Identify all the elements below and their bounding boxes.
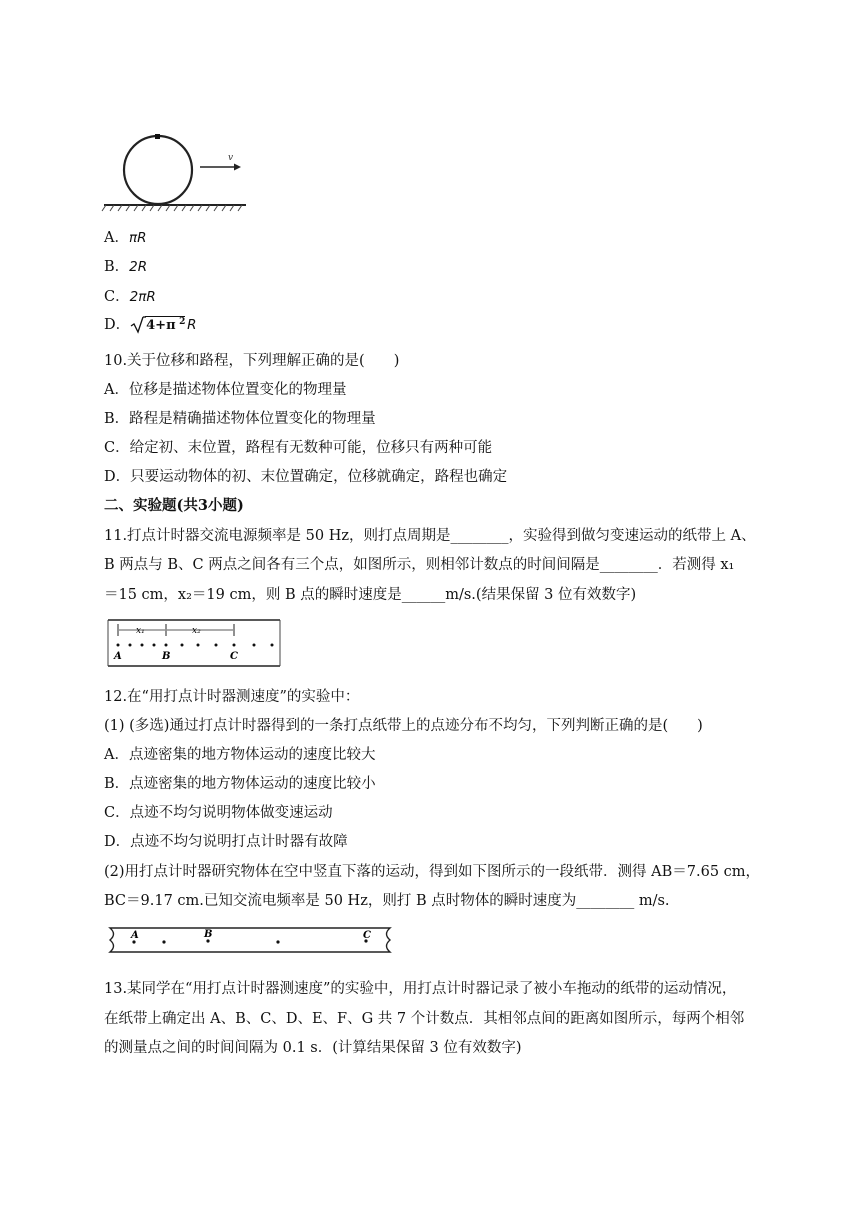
q12-stem: 12.在“用打点计时器测速度”的实验中： bbox=[104, 689, 360, 705]
radical-sign bbox=[130, 316, 146, 334]
point-c-label: C bbox=[230, 651, 238, 662]
q13-line2: 在纸带上确定出 A、B、C、D、E、F、G 共 7 个计数点．其相邻点间的距离如图所示，每两个相邻 bbox=[104, 1011, 745, 1027]
q12-sub2-line2: BC＝9.17 cm.已知交流电频率是 50 Hz，则打 B 点时物体的瞬时速度为________ m/s. bbox=[104, 893, 670, 909]
point-b-label: B bbox=[204, 929, 213, 940]
section-heading: 二、实验题(共3小题) bbox=[104, 497, 244, 514]
point-a-label: A bbox=[131, 930, 139, 941]
q10-option-d: D．只要运动物体的初、末位置确定，位移就确定，路程也确定 bbox=[104, 469, 508, 485]
point-a-label: A bbox=[114, 651, 122, 662]
q9-option-d: D． 4+π 2 R bbox=[104, 315, 200, 335]
x2-label: x₂ bbox=[192, 626, 201, 636]
circle-wheel bbox=[124, 136, 192, 204]
velocity-arrowhead bbox=[234, 164, 241, 171]
q12-paper-tape-figure bbox=[104, 925, 396, 955]
q13-line3: 的测量点之间的时间间隔为 0.1 s．(计算结果保留 3 位有效数字) bbox=[104, 1040, 522, 1056]
q11-line2: B 两点与 B、C 两点之间各有三个点，如图所示，则相邻计数点的时间间隔是________．若测得 x₁ bbox=[104, 557, 735, 573]
x1-label: x₁ bbox=[136, 626, 145, 636]
q9-option-a: A．πR bbox=[104, 230, 147, 246]
q12-sub2-line1: (2)用打点计时器研究物体在空中竖直下落的运动，得到如下图所示的一段纸带．测得 AB＝7.65 cm， bbox=[104, 864, 761, 880]
q12-sub1: (1) (多选)通过打点计时器得到的一条打点纸带上的点迹分布不均匀，下列判断正确的是( ) bbox=[104, 718, 703, 734]
point-b-label: B bbox=[162, 651, 171, 662]
q12-option-d: D．点迹不均匀说明打点计时器有故障 bbox=[104, 834, 348, 850]
q9-option-b: B．2R bbox=[104, 259, 148, 275]
sqrt-expression: 4+π 2 R bbox=[130, 315, 200, 335]
velocity-label: v bbox=[228, 153, 234, 163]
marked-point bbox=[155, 134, 160, 139]
q12-option-b: B．点迹密集的地方物体运动的速度比较小 bbox=[104, 776, 376, 792]
q10-option-c: C．给定初、末位置，路程有无数种可能，位移只有两种可能 bbox=[104, 440, 493, 456]
q13-line1: 13.某同学在“用打点计时器测速度”的实验中，用打点计时器记录了被小车拖动的纸带的运动情况， bbox=[104, 981, 737, 997]
q10-option-b: B．路程是精确描述物体位置变化的物理量 bbox=[104, 411, 376, 427]
tape-dots bbox=[117, 644, 274, 647]
rolling-circle-figure bbox=[100, 132, 250, 214]
q11-line3: ＝15 cm，x₂＝19 cm，则 B 点的瞬时速度是______m/s.(结果保留 3 位有效数字) bbox=[104, 587, 637, 603]
q10-stem: 10.关于位移和路程，下列理解正确的是( ) bbox=[104, 353, 400, 369]
q9-option-c: C．2πR bbox=[104, 289, 156, 305]
tape-dots bbox=[132, 939, 367, 943]
q12-option-a: A．点迹密集的地方物体运动的速度比较大 bbox=[104, 747, 376, 763]
q11-paper-tape-figure bbox=[106, 618, 282, 670]
q12-option-c: C．点迹不均匀说明物体做变速运动 bbox=[104, 805, 333, 821]
q10-option-a: A．位移是描述物体位置变化的物理量 bbox=[104, 382, 347, 398]
q11-line1: 11.打点计时器交流电源频率是 50 Hz，则打点周期是________，实验得到做匀变速运动的纸带上 A、 bbox=[104, 528, 756, 544]
point-c-label: C bbox=[363, 930, 371, 941]
